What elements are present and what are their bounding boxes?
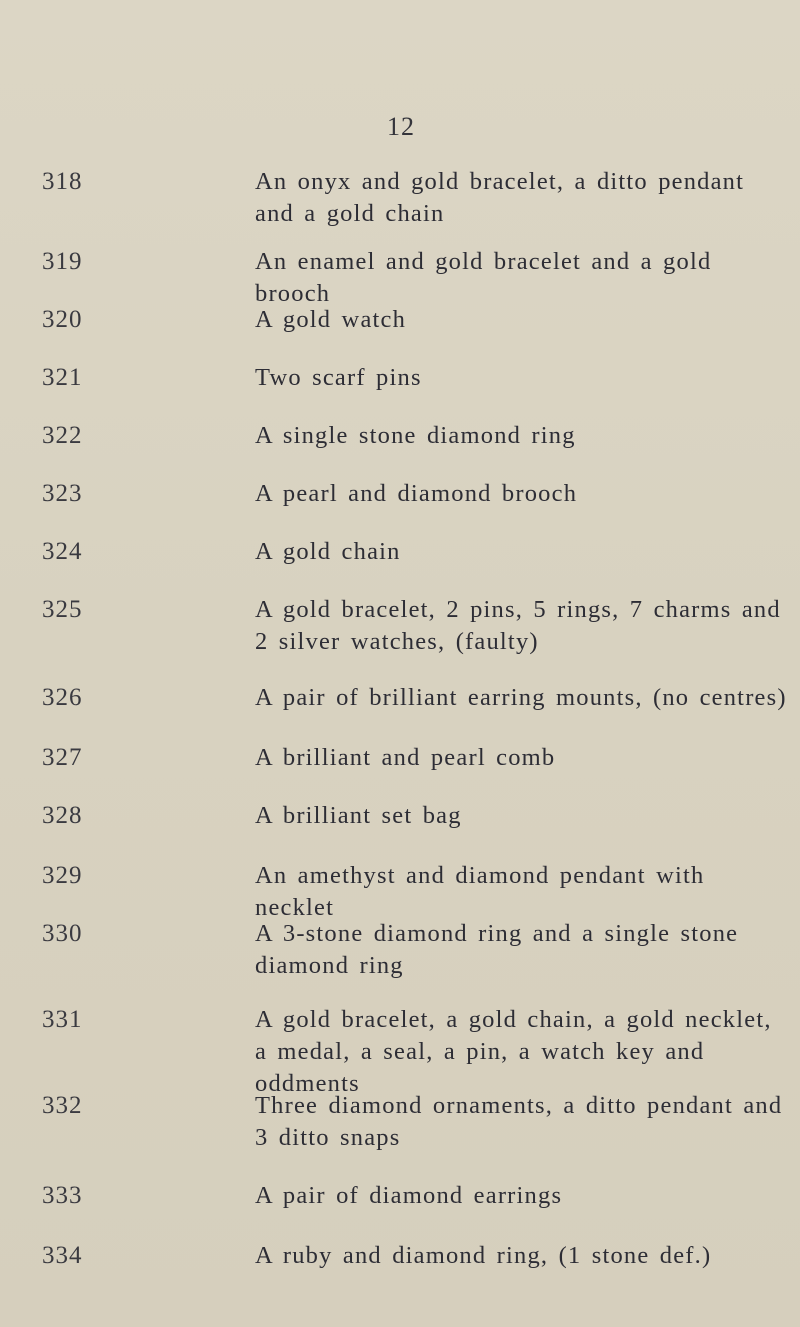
lot-number: 327 xyxy=(42,744,83,771)
lot-number: 324 xyxy=(42,538,83,565)
lot-description: An amethyst and diamond pendant with necklet xyxy=(255,862,705,921)
lot-description: A brilliant set bag xyxy=(255,802,462,829)
lot-number: 321 xyxy=(42,364,83,391)
lot-description: A gold chain xyxy=(255,538,401,565)
lot-number: 331 xyxy=(42,1006,83,1033)
lot-description: Two scarf pins xyxy=(255,364,422,391)
lot-number: 330 xyxy=(42,920,83,947)
lot-description: A gold watch xyxy=(255,306,407,333)
lot-description: A single stone diamond ring xyxy=(255,422,576,449)
lot-number: 328 xyxy=(42,802,83,829)
lot-number: 319 xyxy=(42,248,83,275)
lot-number: 320 xyxy=(42,306,83,333)
lot-number: 326 xyxy=(42,684,83,711)
lot-number: 318 xyxy=(42,168,83,195)
lot-number: 334 xyxy=(42,1242,83,1269)
lot-description: A pearl and diamond brooch xyxy=(255,480,578,507)
lot-description: A ruby and diamond ring, (1 stone def.) xyxy=(255,1242,712,1269)
lot-description: A 3-stone diamond ring and a single stone diamond ring xyxy=(255,920,739,979)
lot-description: A brilliant and pearl comb xyxy=(255,744,556,771)
lot-number: 329 xyxy=(42,862,83,889)
page-number: 12 xyxy=(387,112,415,141)
lot-description: Three diamond ornaments, a ditto pendant and 3 ditto snaps xyxy=(255,1092,783,1151)
lot-number: 325 xyxy=(42,596,83,623)
lot-description: A pair of diamond earrings xyxy=(255,1182,563,1209)
lot-description: A pair of brilliant earring mounts, (no centres) xyxy=(255,684,787,711)
lot-description: A gold bracelet, 2 pins, 5 rings, 7 charms and 2 silver watches, (faulty) xyxy=(255,596,781,655)
lot-number: 333 xyxy=(42,1182,83,1209)
lot-description: An enamel and gold bracelet and a gold brooch xyxy=(255,248,712,307)
lot-description: A gold bracelet, a gold chain, a gold necklet, a medal, a seal, a pin, a watch key and oddments xyxy=(255,1006,772,1097)
lot-description: An onyx and gold bracelet, a ditto pendant and a gold chain xyxy=(255,168,745,227)
lot-number: 322 xyxy=(42,422,83,449)
lot-number: 332 xyxy=(42,1092,83,1119)
lot-number: 323 xyxy=(42,480,83,507)
